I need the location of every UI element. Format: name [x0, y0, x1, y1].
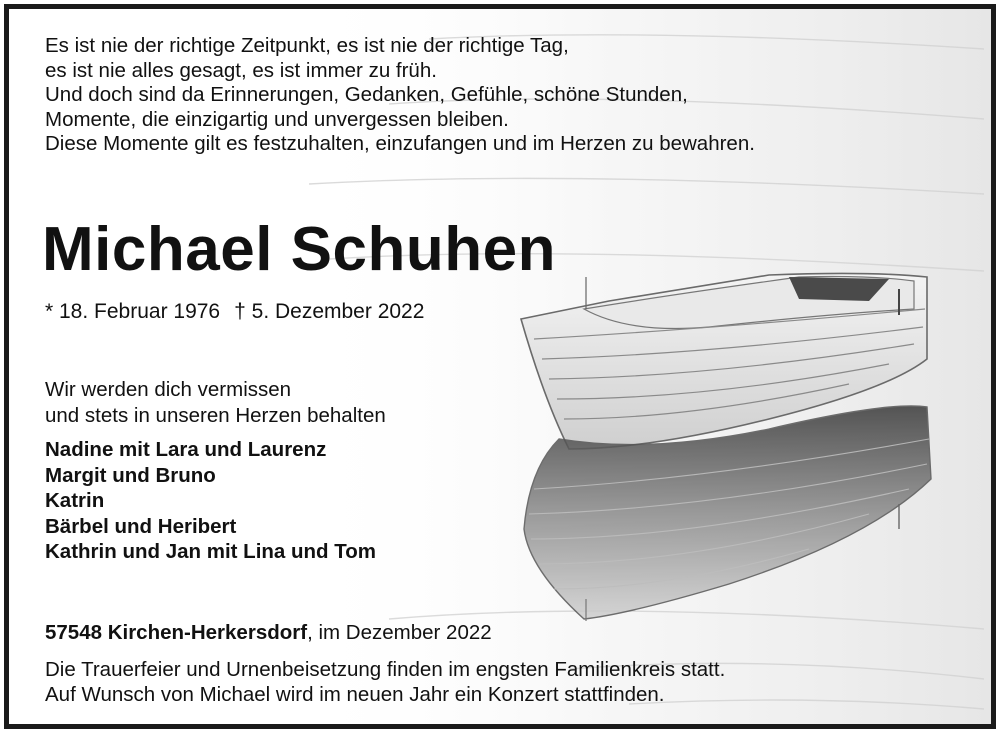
verse-line: Diese Momente gilt es festzuhalten, einzufangen und im Herzen zu bewahren.	[45, 132, 755, 155]
deceased-name: Michael Schuhen	[42, 215, 556, 284]
memorial-verse	[45, 34, 755, 157]
mourner-item: Katrin	[45, 489, 105, 513]
mourners-list	[45, 437, 376, 565]
farewell-line: Wir werden dich vermissen	[45, 378, 292, 401]
obituary-card	[4, 4, 996, 729]
life-dates	[45, 300, 424, 324]
death-date: † 5. Dezember 2022	[234, 300, 425, 323]
mourner-item: Kathrin und Jan mit Lina und Tom	[45, 540, 377, 564]
place-and-date	[45, 621, 492, 645]
mourner-item: Nadine mit Lara und Laurenz	[45, 438, 327, 461]
farewell-line: und stets in unseren Herzen behalten	[45, 404, 386, 427]
note-line: Die Trauerfeier und Urnenbeisetzung finden im engsten Familienkreis statt.	[45, 658, 726, 681]
mourner-item: Bärbel und Heribert	[45, 514, 237, 538]
mourner-item: Margit und Bruno	[45, 463, 216, 487]
verse-line: Momente, die einzigartig und unvergessen bleiben.	[45, 107, 509, 131]
note-line: Auf Wunsch von Michael wird im neuen Jahr ein Konzert stattfinden.	[45, 683, 665, 706]
verse-line: es ist nie alles gesagt, es ist immer zu früh.	[45, 58, 437, 82]
birth-date: * 18. Februar 1976	[45, 300, 221, 323]
place-name: 57548 Kirchen-Herkersdorf	[45, 621, 308, 644]
funeral-notes	[45, 657, 725, 707]
verse-line: Es ist nie der richtige Zeitpunkt, es ist nie der richtige Tag,	[45, 34, 569, 57]
verse-line: Und doch sind da Erinnerungen, Gedanken, Gefühle, schöne Stunden,	[45, 83, 688, 106]
notice-date: , im Dezember 2022	[307, 621, 492, 644]
farewell-text	[45, 377, 386, 429]
